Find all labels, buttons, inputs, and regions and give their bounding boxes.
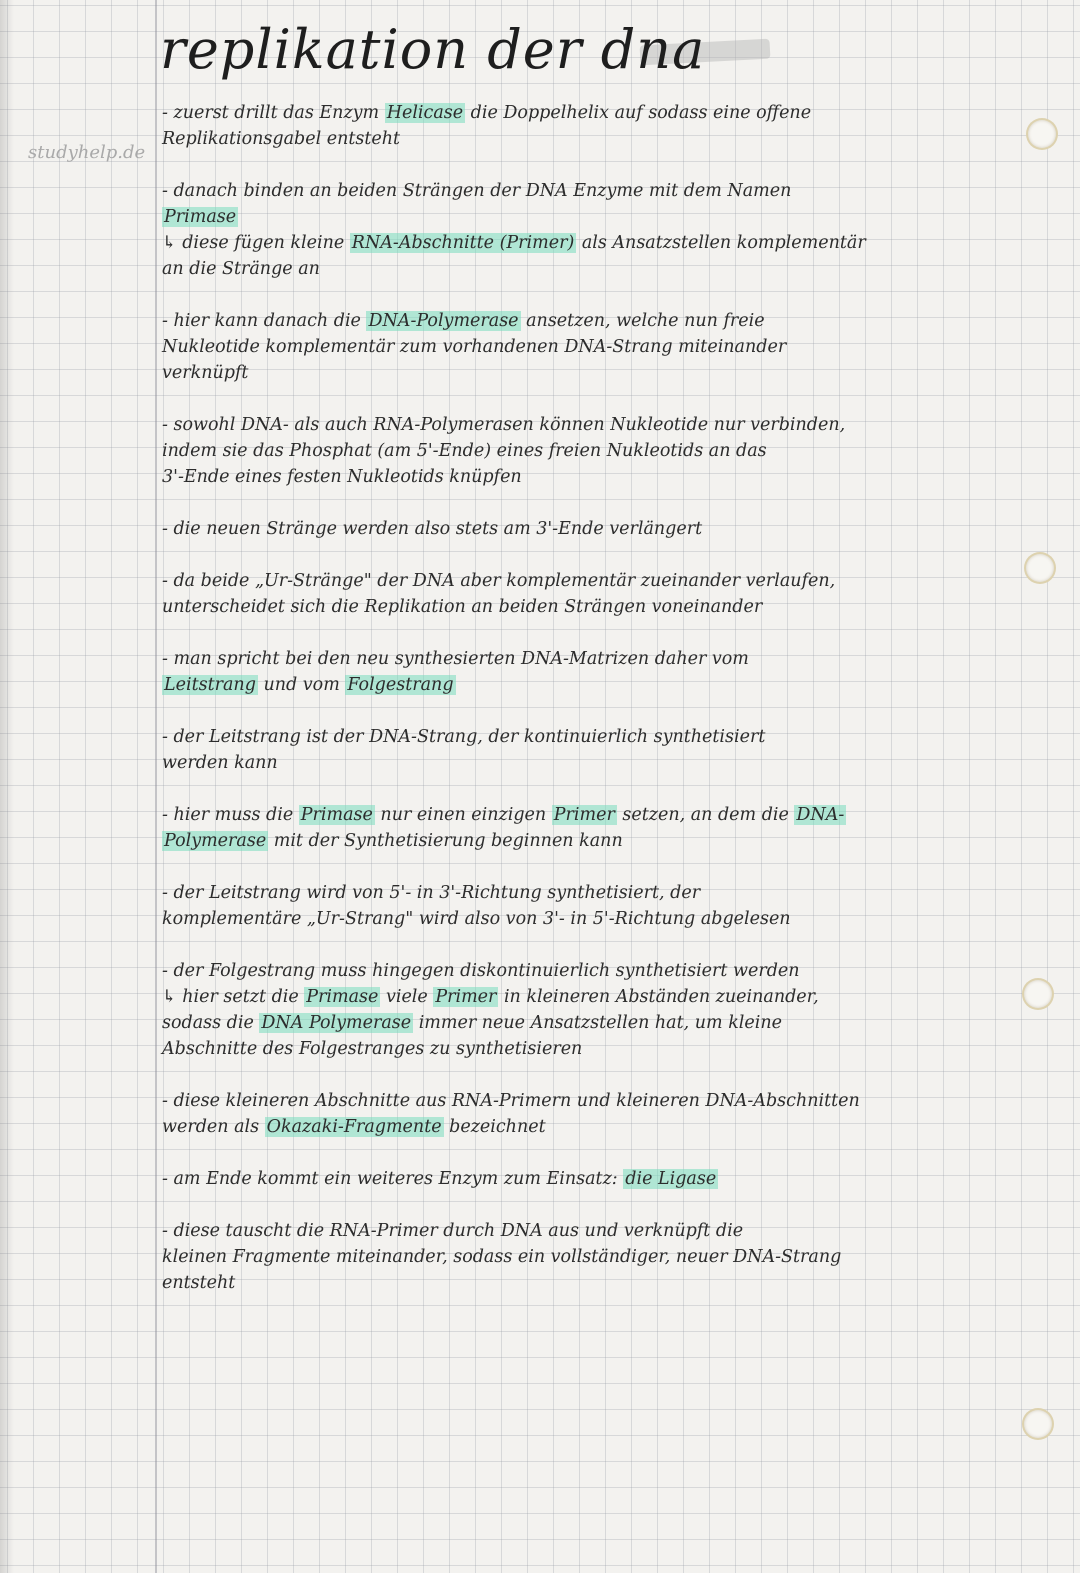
note-text: - diese tauscht die RNA-Primer durch DNA aus und verknüpft die	[162, 1221, 744, 1241]
note-line	[162, 802, 977, 828]
note-text: die Doppelhelix auf sodass eine offene	[465, 103, 812, 123]
note-line	[162, 438, 977, 464]
note-line	[162, 1010, 977, 1036]
note-line	[162, 308, 977, 334]
note-line	[162, 1270, 977, 1296]
note-text: Nukleotide komplementär zum vorhandenen DNA-Strang miteinander	[162, 337, 787, 357]
punch-hole	[1022, 1408, 1054, 1440]
highlighted-term: die Ligase	[625, 1169, 717, 1189]
note-line	[162, 464, 977, 490]
note-line	[162, 594, 977, 620]
note-text: - hier muss die	[162, 805, 299, 825]
note-text: verknüpft	[162, 363, 249, 383]
note-line	[162, 958, 977, 984]
note-text: - der Leitstrang ist der DNA-Strang, der kontinuierlich synthetisiert	[162, 727, 766, 747]
margin-line	[155, 0, 157, 1573]
note-line	[162, 1244, 977, 1270]
note-text: - die neuen Stränge werden also stets am 3'-Ende verlängert	[162, 519, 703, 539]
highlighted-term: Primer	[553, 805, 615, 825]
note-text: - zuerst drillt das Enzym	[162, 103, 385, 123]
note-text: viele	[380, 987, 434, 1007]
note-paragraph	[162, 958, 977, 1062]
note-paragraph	[162, 646, 977, 698]
note-text: Replikationsgabel entsteht	[162, 129, 401, 149]
note-paragraph	[162, 724, 977, 776]
highlighted-term: DNA-	[796, 805, 845, 825]
note-text: immer neue Ansatzstellen hat, um kleine	[413, 1013, 782, 1033]
highlighted-term: RNA-Abschnitte (Primer)	[351, 233, 575, 253]
note-text: - der Leitstrang wird von 5'- in 3'-Richtung synthetisiert, der	[162, 883, 701, 903]
note-line	[162, 334, 977, 360]
note-text: ansetzen, welche nun freie	[520, 311, 765, 331]
note-line	[162, 1114, 977, 1140]
note-line	[162, 750, 977, 776]
punch-hole	[1026, 118, 1058, 150]
note-text: an die Stränge an	[162, 259, 320, 279]
note-line	[162, 100, 977, 126]
note-text: - am Ende kommt ein weiteres Enzym zum Einsatz:	[162, 1169, 624, 1189]
highlighted-term: Folgestrang	[347, 675, 454, 695]
page-title: replikation der dna	[160, 18, 706, 81]
note-line	[162, 516, 977, 542]
note-text: - diese kleineren Abschnitte aus RNA-Primern und kleineren DNA-Abschnitten	[162, 1091, 860, 1111]
highlighted-term: Helicase	[386, 103, 464, 123]
note-text: - hier kann danach die	[162, 311, 367, 331]
punch-hole	[1024, 552, 1056, 584]
note-text: entsteht	[162, 1273, 236, 1293]
note-text: in kleineren Abständen zueinander,	[498, 987, 819, 1007]
note-paragraph	[162, 412, 977, 490]
note-text: indem sie das Phosphat (am 5'-Ende) eines freien Nukleotids an das	[162, 441, 767, 461]
note-text: ↳ diese fügen kleine	[162, 233, 350, 253]
highlighted-term: Primase	[164, 207, 237, 227]
note-line	[162, 360, 977, 386]
note-text: - man spricht bei den neu synthesierten DNA-Matrizen daher vom	[162, 649, 749, 669]
highlighted-term: Okazaki-Fragmente	[266, 1117, 442, 1137]
highlighted-term: DNA-Polymerase	[368, 311, 519, 331]
note-paragraph	[162, 568, 977, 620]
note-text: - der Folgestrang muss hingegen diskontinuierlich synthetisiert werden	[162, 961, 800, 981]
note-line	[162, 412, 977, 438]
note-line	[162, 568, 977, 594]
note-line	[162, 724, 977, 750]
note-paragraph	[162, 308, 977, 386]
note-line	[162, 1166, 977, 1192]
note-text: sodass die	[162, 1013, 260, 1033]
note-paragraph	[162, 516, 977, 542]
note-text: unterscheidet sich die Replikation an beiden Strängen voneinander	[162, 597, 763, 617]
note-text: Abschnitte des Folgestranges zu synthetisieren	[162, 1039, 583, 1059]
note-text: setzen, an dem die	[616, 805, 795, 825]
note-line	[162, 1036, 977, 1062]
note-line	[162, 1088, 977, 1114]
note-line	[162, 906, 977, 932]
note-text: mit der Synthetisierung beginnen kann	[268, 831, 623, 851]
note-text: komplementäre „Ur-Strang" wird also von 3'- in 5'-Richtung abgelesen	[162, 909, 791, 929]
highlighted-term: Polymerase	[164, 831, 267, 851]
note-paragraph	[162, 178, 977, 282]
highlighted-term: DNA Polymerase	[261, 1013, 412, 1033]
note-paragraph	[162, 100, 977, 152]
page-shadow	[0, 0, 14, 1573]
note-line	[162, 828, 977, 854]
watermark: studyhelp.de	[28, 142, 146, 163]
note-paragraph	[162, 1218, 977, 1296]
note-line	[162, 230, 977, 256]
note-text: werden kann	[162, 753, 278, 773]
note-line	[162, 256, 977, 282]
note-text: - danach binden an beiden Strängen der DNA Enzyme mit dem Namen	[162, 181, 792, 201]
note-line	[162, 880, 977, 906]
note-paragraph	[162, 1166, 977, 1192]
note-line	[162, 204, 977, 230]
note-text: und vom	[257, 675, 346, 695]
note-text: nur einen einzigen	[374, 805, 552, 825]
note-text: kleinen Fragmente miteinander, sodass ein vollständiger, neuer DNA-Strang	[162, 1247, 842, 1267]
highlighted-term: Primer	[435, 987, 497, 1007]
note-paragraph	[162, 1088, 977, 1140]
note-line	[162, 672, 977, 698]
note-line	[162, 126, 977, 152]
note-line	[162, 1218, 977, 1244]
highlighted-term: Leitstrang	[164, 675, 256, 695]
note-line	[162, 178, 977, 204]
note-paragraph	[162, 880, 977, 932]
note-text: ↳ hier setzt die	[162, 987, 305, 1007]
note-text: bezeichnet	[443, 1117, 546, 1137]
note-text: - da beide „Ur-Stränge" der DNA aber komplementär zueinander verlaufen,	[162, 571, 836, 591]
highlighted-term: Primase	[306, 987, 379, 1007]
note-text: - sowohl DNA- als auch RNA-Polymerasen können Nukleotide nur verbinden,	[162, 415, 846, 435]
notes-body	[162, 100, 977, 1322]
note-line	[162, 984, 977, 1010]
note-text: werden als	[162, 1117, 265, 1137]
note-paragraph	[162, 802, 977, 854]
note-text: 3'-Ende eines festen Nukleotids knüpfen	[162, 467, 522, 487]
punch-hole	[1022, 978, 1054, 1010]
note-line	[162, 646, 977, 672]
highlighted-term: Primase	[300, 805, 373, 825]
note-text: als Ansatzstellen komplementär	[576, 233, 866, 253]
